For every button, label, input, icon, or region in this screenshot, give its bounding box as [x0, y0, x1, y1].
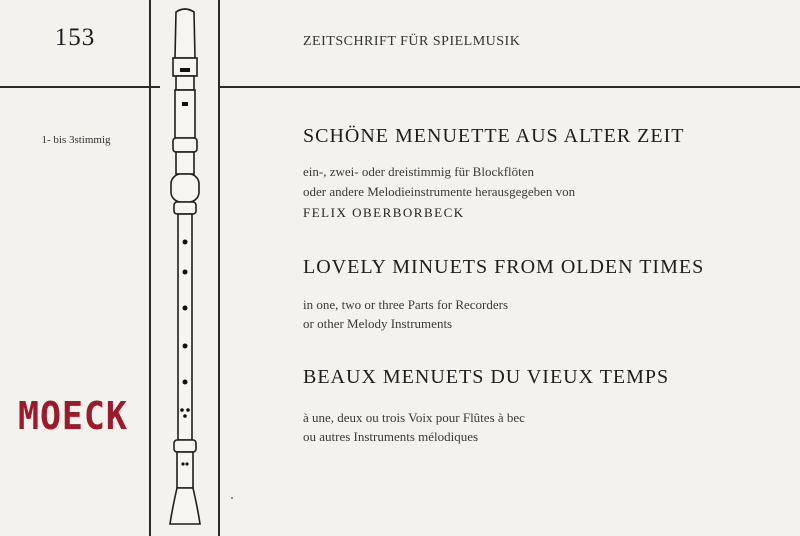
header-rule-left	[0, 86, 160, 88]
right-column-rule	[218, 0, 220, 536]
editor-name: FELIX OBERBORBECK	[303, 205, 465, 220]
voices-note: 1- bis 3stimmig	[41, 134, 111, 146]
recorder-icon	[160, 0, 210, 536]
english-title: LOVELY MINUETS FROM OLDEN TIMES	[303, 256, 705, 278]
german-subtitle-line2: oder andere Melodieinstrumente herausgegeben von	[303, 184, 576, 199]
header-rule-right	[218, 86, 800, 88]
english-subtitle-line2: or other Melody Instruments	[303, 316, 453, 331]
french-title: BEAUX MENUETS DU VIEUX TEMPS	[303, 366, 670, 388]
french-subtitle-line1: à une, deux ou trois Voix pour Flûtes à bec	[303, 410, 525, 425]
paper-speck	[231, 497, 233, 499]
german-subtitle-line1: ein-, zwei- oder dreistimmig für Blockflöten	[303, 164, 535, 179]
series-title: ZEITSCHRIFT FÜR SPIELMUSIK	[303, 34, 521, 49]
german-title: SCHÖNE MENUETTE AUS ALTER ZEIT	[303, 125, 685, 147]
issue-number: 153	[54, 24, 96, 51]
english-subtitle-line1: in one, two or three Parts for Recorders	[303, 297, 509, 312]
left-column-rule	[149, 0, 151, 536]
publisher-logo: MOECK	[18, 394, 128, 438]
french-subtitle-line2: ou autres Instruments mélodiques	[303, 429, 479, 444]
